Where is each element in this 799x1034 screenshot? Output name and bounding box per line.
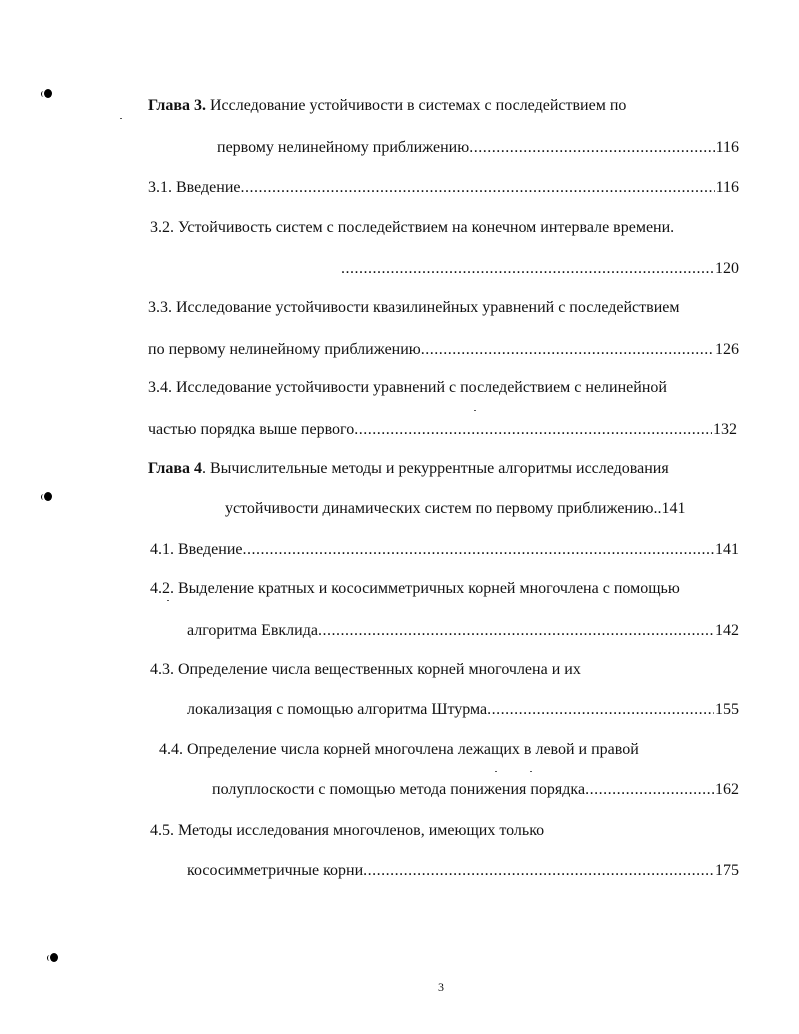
toc-s4-3-page: 155 bbox=[715, 701, 739, 718]
toc-s4-5-line2 bbox=[187, 861, 739, 881]
toc-leader bbox=[585, 780, 714, 800]
toc-ch3-line1 bbox=[148, 96, 626, 116]
scan-speck bbox=[474, 410, 476, 411]
toc-s4-1 bbox=[150, 540, 739, 560]
toc-s3-4-title-line2: частью порядка выше первого bbox=[148, 421, 355, 438]
toc-s3-1-title: 3.1. Введение bbox=[148, 179, 241, 196]
toc-s3-3-title-line2: по первому нелинейному приближению bbox=[148, 341, 421, 358]
toc-s3-3-title-line1: 3.3. Исследование устойчивости квазилинейных уравнений с последействием bbox=[148, 299, 680, 316]
toc-s4-4-page: 162 bbox=[715, 781, 739, 798]
toc-s4-5-title-line2: кососимметричные корни bbox=[187, 862, 364, 879]
toc-leader bbox=[243, 540, 715, 560]
toc-s4-2-line1 bbox=[150, 579, 680, 599]
toc-s4-4-line1 bbox=[159, 740, 639, 760]
toc-s3-4-page: 132 bbox=[713, 421, 737, 438]
toc-s3-2-line2 bbox=[341, 259, 739, 279]
toc-leader bbox=[318, 621, 714, 641]
toc-s4-1-title: 4.1. Введение bbox=[150, 541, 243, 558]
toc-s4-4-line2 bbox=[212, 780, 739, 800]
toc-s3-2-title: 3.2. Устойчивость систем с последействием на конечном интервале времени. bbox=[150, 219, 675, 236]
toc-s3-1-page: 116 bbox=[715, 179, 739, 196]
toc-ch4-page: 141 bbox=[661, 500, 686, 517]
toc-s4-4-title-line2: полуплоскости с помощью метода понижения порядка bbox=[212, 781, 586, 798]
toc-s3-3-page: 126 bbox=[715, 341, 739, 358]
binder-hole-bottom bbox=[50, 953, 58, 962]
toc-leader bbox=[341, 259, 714, 279]
toc-s3-4-title-line1: 3.4. Исследование устойчивости уравнений с последействием с нелинейной bbox=[148, 379, 667, 396]
scan-speck bbox=[530, 771, 532, 772]
toc-s4-2-title-line1: 4.2. Выделение кратных и кососимметричных корней многочлена с помощью bbox=[150, 580, 680, 597]
toc-s4-5-line1 bbox=[150, 821, 544, 841]
binder-hole-top bbox=[44, 89, 52, 98]
toc-leader bbox=[363, 861, 714, 881]
toc-ch3-title-line1: Исследование устойчивости в системах с последействием по bbox=[206, 97, 627, 114]
binder-hole-middle bbox=[44, 492, 52, 501]
toc-ch4-title-line2: устойчивости динамических систем по первому приближению.. bbox=[225, 500, 662, 517]
toc-leader bbox=[354, 420, 712, 440]
toc-leader bbox=[241, 178, 715, 198]
toc-s3-4-line2 bbox=[148, 420, 737, 440]
toc-ch3-prefix: Глава 3. bbox=[148, 97, 206, 114]
toc-ch4-line2 bbox=[225, 499, 686, 519]
toc-s4-2-title-line2: алгоритма Евклида bbox=[187, 622, 318, 639]
toc-s4-3-title-line1: 4.3. Определение числа вещественных корней многочлена и их bbox=[150, 661, 581, 678]
toc-s3-1 bbox=[148, 178, 739, 198]
scan-speck bbox=[120, 118, 122, 119]
toc-s4-2-line2 bbox=[187, 621, 739, 641]
toc-ch4-title-line1: . Вычислительные методы и рекуррентные алгоритмы исследования bbox=[202, 460, 669, 477]
toc-leader bbox=[421, 340, 714, 360]
toc-s3-3-line2 bbox=[148, 340, 739, 360]
toc-ch3-page: 116 bbox=[715, 139, 739, 156]
toc-s4-5-title-line1: 4.5. Методы исследования многочленов, имеющих только bbox=[150, 822, 545, 839]
toc-leader bbox=[469, 138, 714, 158]
toc-s4-2-page: 142 bbox=[715, 622, 739, 639]
scan-speck bbox=[495, 771, 497, 772]
scan-speck bbox=[167, 600, 169, 601]
toc-s4-3-line1 bbox=[150, 660, 581, 680]
toc-ch4-prefix: Глава 4 bbox=[148, 460, 202, 477]
toc-s3-4-line1 bbox=[148, 378, 667, 398]
page-number: 3 bbox=[438, 980, 444, 994]
toc-ch3-line2 bbox=[217, 138, 739, 158]
toc-s4-1-page: 141 bbox=[715, 541, 739, 558]
toc-leader bbox=[487, 700, 714, 720]
toc-s3-2-line1 bbox=[150, 218, 674, 238]
toc-ch4-line1 bbox=[148, 459, 669, 479]
toc-s3-3-line1 bbox=[148, 298, 679, 318]
toc-s4-5-page: 175 bbox=[715, 862, 739, 879]
toc-s4-3-line2 bbox=[187, 700, 739, 720]
toc-s4-3-title-line2: локализация с помощью алгоритма Штурма bbox=[187, 701, 488, 718]
toc-ch3-title-line2: первому нелинейному приближению bbox=[217, 139, 470, 156]
toc-s4-4-title-line1: 4.4. Определение числа корней многочлена лежащих в левой и правой bbox=[159, 741, 639, 758]
toc-s3-2-page: 120 bbox=[715, 260, 739, 277]
